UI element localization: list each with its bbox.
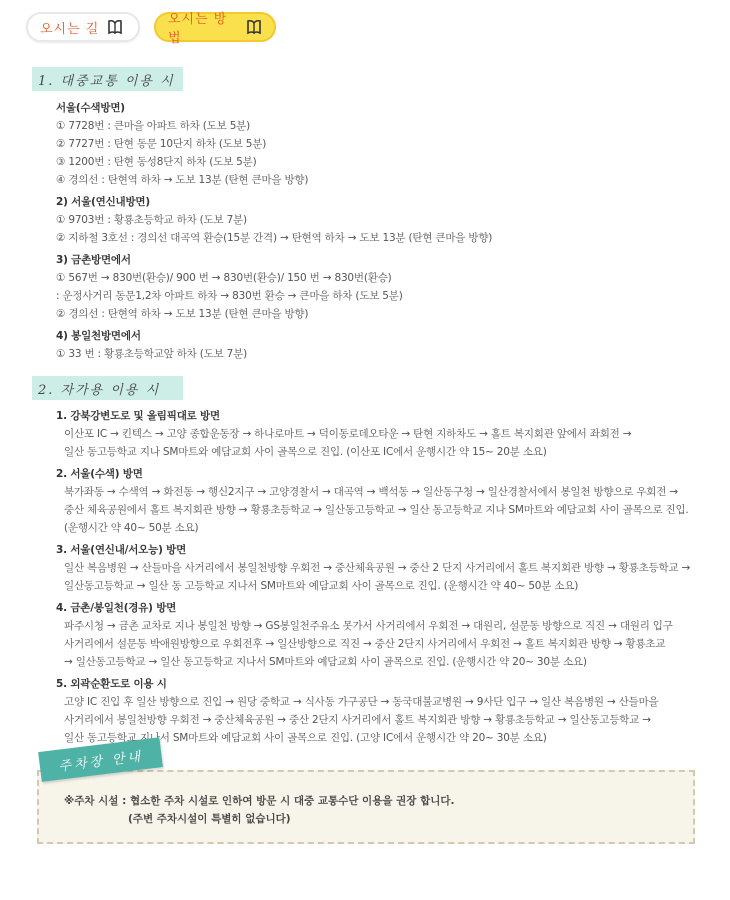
route-line: 일산 동고등학교 지나 SM마트와 예담교회 사이 골목으로 진입. (이산포 IC에서 운행시간 약 15~ 20분 소요)	[64, 446, 547, 458]
route-line: ① 567번 → 830번(환승)/ 900 번 → 830번(환승)/ 150 번 → 830번(환승)	[56, 272, 392, 284]
group-heading: 4) 봉일천방면에서	[56, 330, 141, 342]
route-line: 일산동고등학교 → 일산 동 고등학교 지나서 SM마트와 예담교회 사이 골목으로 진입. (운행시간 약 40~ 50분 소요)	[64, 580, 579, 592]
public-transport-block	[56, 99, 492, 363]
parking-text	[64, 792, 455, 828]
route-line: 일산 복음병원 → 산들마을 사거리에서 봉일천방향 우회전 → 중산체육공원 → 중산 2 단지 사거리에서 홀트 복지회관 방향 → 황룡초등학교 →	[64, 562, 691, 574]
group-heading: 4. 금촌/봉일천(경유) 방면	[56, 602, 177, 614]
parking-box	[37, 770, 695, 844]
book-icon	[246, 19, 262, 35]
route-line: : 운정사거리 동문1,2차 아파트 하차 → 830번 환승 → 큰마을 하차 (도보 5분)	[56, 290, 403, 302]
route-line: ① 9703번 : 황룡초등학교 하차 (도보 7분)	[56, 214, 247, 226]
route-line: → 일산동고등학교 → 일산 동고등학교 지나서 SM마트와 예담교회 사이 골목으로 진입. (운행시간 약 20~ 30분 소요)	[64, 656, 587, 668]
group-heading: 5. 외곽순환도로 이용 시	[56, 678, 167, 690]
group-heading: 서울(수색방면)	[56, 102, 125, 114]
parking-line-2: (주변 주차시설이 특별히 없습니다)	[128, 813, 291, 825]
route-line: ④ 경의선 : 탄현역 하차 → 도보 13분 (탄현 큰마을 방향)	[56, 174, 309, 186]
group-heading: 3. 서울(연신내/서오능) 방면	[56, 544, 187, 556]
route-line: 일산 동고등학교 지나서 SM마트와 예담교회 사이 골목으로 진입. (고양 IC에서 운행시간 약 20~ 30분 소요)	[64, 732, 547, 744]
group-heading: 2) 서울(연신내방면)	[56, 196, 150, 208]
tab-label: 오시는 길	[40, 21, 100, 37]
section-title-car: 2. 자가용 이용 시	[32, 376, 183, 400]
route-line: ③ 1200번 : 탄현 동성8단지 하차 (도보 5분)	[56, 156, 257, 168]
parking-tag: 주차장 안내	[38, 737, 163, 782]
route-line: 북가좌동 → 수색역 → 화전동 → 행신2지구 → 고양경찰서 → 대곡역 → 백석동 → 일산동구청 → 일산경찰서에서 봉일천 방향으로 우회전 →	[64, 486, 678, 498]
tab-label: 오시는 방법	[168, 12, 228, 46]
parking-line-1: ※주차 시설 : 협소한 주차 시설로 인하여 방문 시 대중 교통수단 이용을 권장 합니다.	[64, 795, 455, 807]
route-line: ① 7728번 : 큰마을 아파트 하차 (도보 5분)	[56, 120, 251, 132]
route-line: 중산 체육공원에서 홀트 복지회관 방향 → 황룡초등학교 → 일산동고등학교 → 일산 동고등학교 지나 SM마트와 예담교회 사이 골목으로 진입.	[64, 504, 689, 516]
tab-directions-location[interactable]	[26, 12, 140, 42]
route-line: 고양 IC 진입 후 일산 방향으로 진입 → 원당 중학교 → 식사동 가구공단 → 동국대불교병원 → 9사단 입구 → 일산 복음병원 → 산들마을	[64, 696, 659, 708]
tab-directions-method[interactable]	[154, 12, 276, 46]
book-icon	[107, 19, 123, 35]
group-heading: 2. 서울(수색) 방면	[56, 468, 143, 480]
route-line: ② 경의선 : 탄현역 하차 → 도보 13분 (탄현 큰마을 방향)	[56, 308, 309, 320]
route-line: ② 지하철 3호선 : 경의선 대곡역 환승(15분 간격) → 탄현역 하차 → 도보 13분 (탄현 큰마을 방향)	[56, 232, 493, 244]
route-line: ① 33 번 : 황룡초등학교앞 하차 (도보 7분)	[56, 348, 248, 360]
route-line: (운행시간 약 40~ 50분 소요)	[64, 522, 199, 534]
car-block	[56, 407, 690, 747]
tab-bar	[26, 12, 276, 46]
group-heading: 1. 강북강변도로 및 올림픽대로 방면	[56, 410, 220, 422]
group-heading: 3) 금촌방면에서	[56, 254, 131, 266]
route-line: 이산포 IC → 킨텍스 → 고양 종합운동장 → 하나로마트 → 덕이동로데오타운 → 탄현 지하차도 → 홀트 복지회관 앞에서 좌회전 →	[64, 428, 632, 440]
section-title-public-transport: 1. 대중교통 이용 시	[32, 67, 183, 91]
route-line: 사거리에서 봉일천방향 우회전 → 중산체육공원 → 중산 2단지 사거리에서 홀트 복지회관 방향 → 황룡초등학교 → 일산동고등학교 →	[64, 714, 651, 726]
route-line: 파주시청 → 금촌 교차로 지나 봉일천 방향 → GS봉일천주유소 못가서 사거리에서 우회전 → 대원리, 설문동 방향으로 직진 → 대원리 입구	[64, 620, 673, 632]
route-line: ② 7727번 : 탄현 동문 10단지 하차 (도보 5분)	[56, 138, 267, 150]
route-line: 사거리에서 설문동 박애원방향으로 우회전후 → 일산방향으로 직진 → 중산 2단지 사거리에서 우회전 → 홀트 복지회관 방향 → 황룡초교	[64, 638, 666, 650]
